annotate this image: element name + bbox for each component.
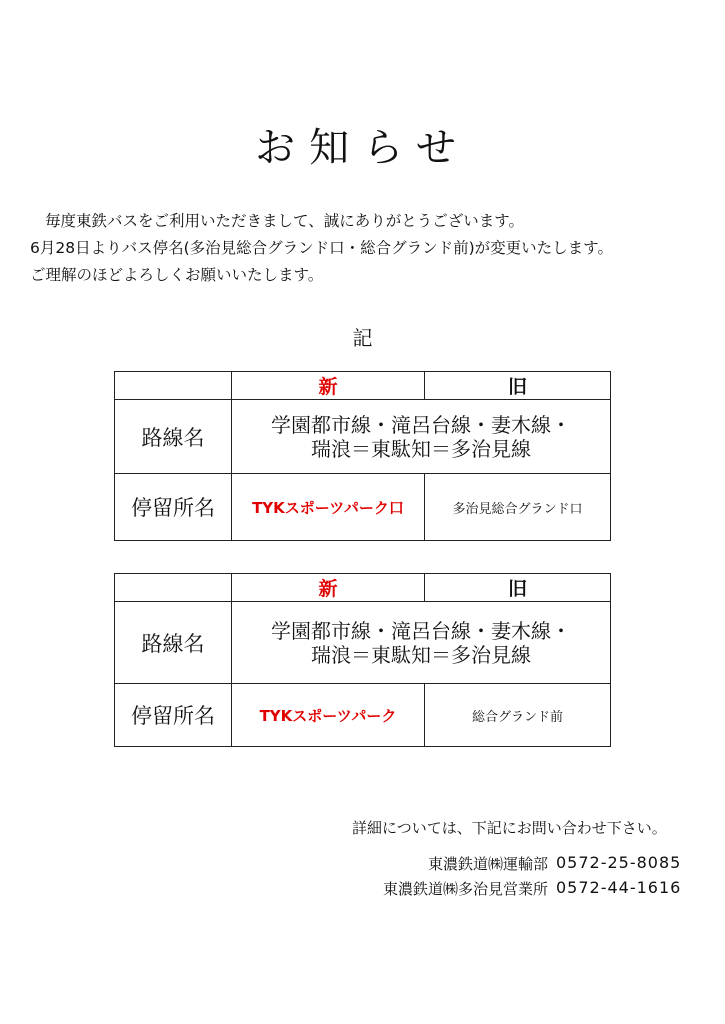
- page-title: お知らせ: [255, 125, 470, 171]
- table-row: [115, 400, 611, 474]
- header-old: 旧: [425, 574, 611, 602]
- intro-line-1: 毎度東鉄バスをご利用いただきまして、誠にありがとうございます。: [45, 212, 524, 230]
- stop-old-name: 多治見総合グランド口: [425, 474, 611, 541]
- intro-line-2: 6月28日よりバス停名(多治見総合グランド口・総合グランド前)が変更いたします。: [30, 239, 613, 257]
- route-names-line-1: 学園都市線・滝呂台線・妻木線・: [271, 412, 571, 437]
- table-row: [115, 474, 611, 541]
- table-row: [115, 602, 611, 684]
- stop-label: 停留所名: [115, 684, 232, 747]
- change-table-1: [114, 371, 611, 541]
- table-header-row: [115, 574, 611, 602]
- route-names-line-2: 瑞浪＝東駄知＝多治見線: [311, 642, 531, 667]
- route-label: 路線名: [115, 400, 232, 474]
- header-blank-cell: [115, 574, 232, 602]
- stop-new-name: TYKスポーツパーク: [232, 684, 425, 747]
- route-names-line-2: 瑞浪＝東駄知＝多治見線: [311, 436, 531, 461]
- header-old: 旧: [425, 372, 611, 400]
- contact-note: 詳細については、下記にお問い合わせ下さい。: [352, 819, 667, 837]
- contact-phone: 0572-44-1616: [556, 878, 682, 897]
- route-names-line-1: 学園都市線・滝呂台線・妻木線・: [271, 618, 571, 643]
- header-blank-cell: [115, 372, 232, 400]
- ki-heading: 記: [352, 326, 373, 350]
- intro-line-3: ご理解のほどよろしくお願いいたします。: [30, 266, 324, 284]
- route-names: [232, 602, 611, 684]
- table-header-row: [115, 372, 611, 400]
- route-label: 路線名: [115, 602, 232, 684]
- contact-phone: 0572-25-8085: [556, 853, 682, 872]
- contact-name: 東濃鉄道㈱運輸部: [427, 855, 548, 873]
- stop-label: 停留所名: [115, 474, 232, 541]
- header-new: 新: [232, 372, 425, 400]
- route-names: [232, 400, 611, 474]
- intro-paragraph: [30, 208, 710, 289]
- stop-new-name: TYKスポーツパーク口: [232, 474, 425, 541]
- header-new: 新: [232, 574, 425, 602]
- contact-name: 東濃鉄道㈱多治見営業所: [382, 880, 548, 898]
- change-table-2: [114, 573, 611, 747]
- table-row: [115, 684, 611, 747]
- stop-old-name: 総合グランド前: [425, 684, 611, 747]
